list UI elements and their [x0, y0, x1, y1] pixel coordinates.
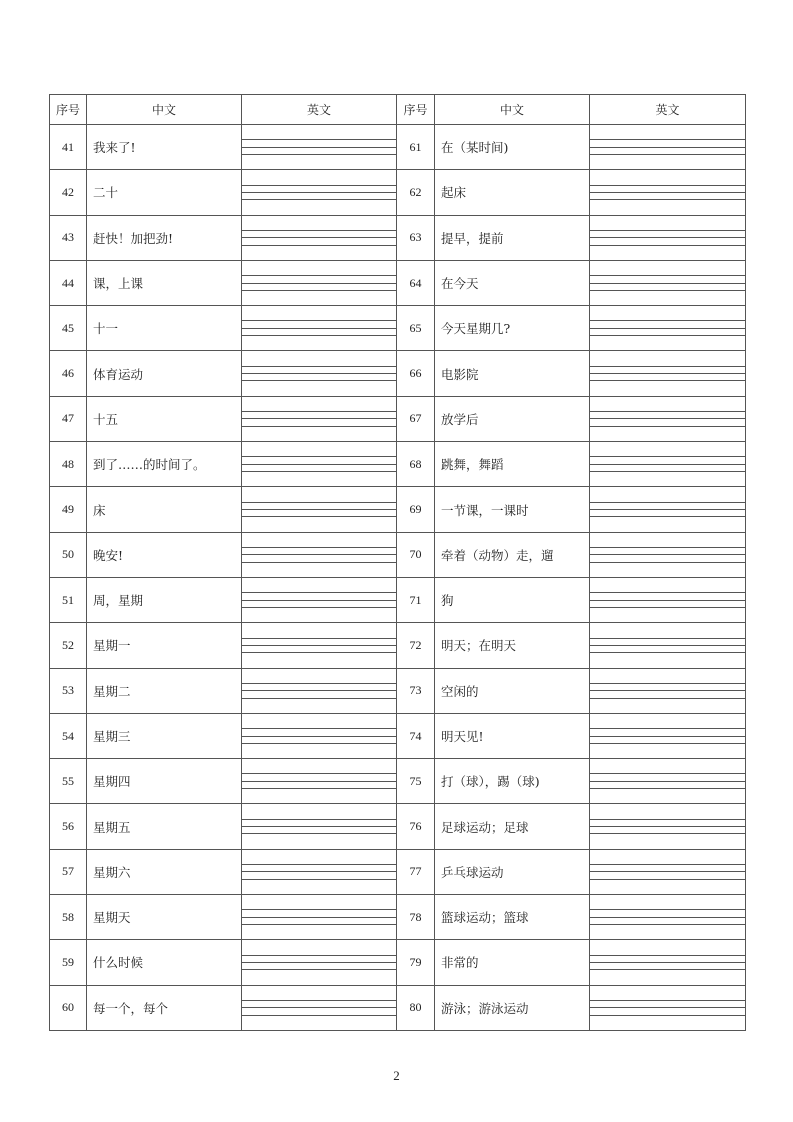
chinese-term: 二十 — [87, 170, 242, 215]
chinese-term: 今天星期几? — [435, 306, 590, 351]
table-row — [50, 577, 746, 622]
header-chinese: 中文 — [435, 95, 590, 125]
chinese-term: 赶快！加把劲! — [87, 215, 242, 260]
chinese-term: 在（某时间) — [435, 125, 590, 170]
item-number: 58 — [50, 895, 87, 940]
english-answer-lines[interactable] — [590, 442, 746, 487]
item-number: 41 — [50, 125, 87, 170]
item-number: 61 — [397, 125, 435, 170]
item-number: 72 — [397, 623, 435, 668]
item-number: 60 — [50, 985, 87, 1030]
english-answer-lines[interactable] — [590, 577, 746, 622]
chinese-term: 乒乓球运动 — [435, 849, 590, 894]
table-row — [50, 759, 746, 804]
english-answer-lines[interactable] — [242, 668, 397, 713]
chinese-term: 游泳；游泳运动 — [435, 985, 590, 1030]
chinese-term: 体育运动 — [87, 351, 242, 396]
item-number: 47 — [50, 396, 87, 441]
item-number: 56 — [50, 804, 87, 849]
chinese-term: 床 — [87, 487, 242, 532]
item-number: 57 — [50, 849, 87, 894]
english-answer-lines[interactable] — [590, 170, 746, 215]
table-row — [50, 260, 746, 305]
chinese-term: 星期六 — [87, 849, 242, 894]
table-row — [50, 125, 746, 170]
item-number: 53 — [50, 668, 87, 713]
chinese-term: 到了……的时间了。 — [87, 442, 242, 487]
english-answer-lines[interactable] — [242, 215, 397, 260]
header-english: 英文 — [590, 95, 746, 125]
item-number: 55 — [50, 759, 87, 804]
item-number: 46 — [50, 351, 87, 396]
english-answer-lines[interactable] — [242, 396, 397, 441]
chinese-term: 星期二 — [87, 668, 242, 713]
table-row — [50, 849, 746, 894]
english-answer-lines[interactable] — [242, 351, 397, 396]
item-number: 74 — [397, 713, 435, 758]
header-index: 序号 — [50, 95, 87, 125]
chinese-term: 足球运动；足球 — [435, 804, 590, 849]
chinese-term: 非常的 — [435, 940, 590, 985]
english-answer-lines[interactable] — [242, 170, 397, 215]
item-number: 43 — [50, 215, 87, 260]
table-row — [50, 170, 746, 215]
item-number: 76 — [397, 804, 435, 849]
chinese-term: 每一个，每个 — [87, 985, 242, 1030]
english-answer-lines[interactable] — [590, 125, 746, 170]
item-number: 79 — [397, 940, 435, 985]
english-answer-lines[interactable] — [242, 940, 397, 985]
item-number: 44 — [50, 260, 87, 305]
english-answer-lines[interactable] — [590, 623, 746, 668]
english-answer-lines[interactable] — [590, 396, 746, 441]
english-answer-lines[interactable] — [590, 351, 746, 396]
chinese-term: 星期一 — [87, 623, 242, 668]
english-answer-lines[interactable] — [242, 759, 397, 804]
chinese-term: 课，上课 — [87, 260, 242, 305]
english-answer-lines[interactable] — [590, 849, 746, 894]
english-answer-lines[interactable] — [242, 895, 397, 940]
english-answer-lines[interactable] — [590, 940, 746, 985]
item-number: 52 — [50, 623, 87, 668]
chinese-term: 放学后 — [435, 396, 590, 441]
item-number: 63 — [397, 215, 435, 260]
english-answer-lines[interactable] — [242, 532, 397, 577]
english-answer-lines[interactable] — [242, 577, 397, 622]
english-answer-lines[interactable] — [242, 713, 397, 758]
chinese-term: 跳舞，舞蹈 — [435, 442, 590, 487]
header-chinese: 中文 — [87, 95, 242, 125]
item-number: 42 — [50, 170, 87, 215]
item-number: 68 — [397, 442, 435, 487]
item-number: 65 — [397, 306, 435, 351]
english-answer-lines[interactable] — [590, 668, 746, 713]
english-answer-lines[interactable] — [590, 306, 746, 351]
header-english: 英文 — [242, 95, 397, 125]
table-row — [50, 306, 746, 351]
english-answer-lines[interactable] — [590, 215, 746, 260]
english-answer-lines[interactable] — [242, 623, 397, 668]
english-answer-lines[interactable] — [242, 125, 397, 170]
table-row — [50, 940, 746, 985]
english-answer-lines[interactable] — [590, 713, 746, 758]
table-row — [50, 713, 746, 758]
item-number: 80 — [397, 985, 435, 1030]
chinese-term: 打（球），踢（球) — [435, 759, 590, 804]
item-number: 75 — [397, 759, 435, 804]
chinese-term: 我来了! — [87, 125, 242, 170]
table-row — [50, 351, 746, 396]
item-number: 73 — [397, 668, 435, 713]
chinese-term: 狗 — [435, 577, 590, 622]
chinese-term: 晚安! — [87, 532, 242, 577]
item-number: 64 — [397, 260, 435, 305]
item-number: 77 — [397, 849, 435, 894]
chinese-term: 十五 — [87, 396, 242, 441]
chinese-term: 起床 — [435, 170, 590, 215]
table-header-row — [50, 95, 746, 125]
table-row — [50, 985, 746, 1030]
chinese-term: 篮球运动；篮球 — [435, 895, 590, 940]
english-answer-lines[interactable] — [242, 487, 397, 532]
item-number: 67 — [397, 396, 435, 441]
table-row — [50, 396, 746, 441]
chinese-term: 十一 — [87, 306, 242, 351]
chinese-term: 星期天 — [87, 895, 242, 940]
header-index: 序号 — [397, 95, 435, 125]
table-row — [50, 442, 746, 487]
table-row — [50, 895, 746, 940]
table-row — [50, 532, 746, 577]
item-number: 48 — [50, 442, 87, 487]
table-row — [50, 623, 746, 668]
item-number: 70 — [397, 532, 435, 577]
english-answer-lines[interactable] — [590, 532, 746, 577]
english-answer-lines[interactable] — [242, 804, 397, 849]
english-answer-lines[interactable] — [242, 985, 397, 1030]
item-number: 66 — [397, 351, 435, 396]
page-number: 2 — [393, 1068, 400, 1083]
english-answer-lines[interactable] — [590, 804, 746, 849]
item-number: 50 — [50, 532, 87, 577]
english-answer-lines[interactable] — [242, 306, 397, 351]
chinese-term: 明天见! — [435, 713, 590, 758]
chinese-term: 空闲的 — [435, 668, 590, 713]
english-answer-lines[interactable] — [590, 759, 746, 804]
english-answer-lines[interactable] — [590, 985, 746, 1030]
table-body — [50, 125, 746, 1031]
vocabulary-table — [49, 94, 746, 1031]
table-row — [50, 804, 746, 849]
item-number: 45 — [50, 306, 87, 351]
english-answer-lines[interactable] — [242, 849, 397, 894]
table-row — [50, 668, 746, 713]
item-number: 54 — [50, 713, 87, 758]
chinese-term: 星期四 — [87, 759, 242, 804]
chinese-term: 一节课，一课时 — [435, 487, 590, 532]
chinese-term: 牵着（动物）走，遛 — [435, 532, 590, 577]
item-number: 78 — [397, 895, 435, 940]
table-row — [50, 215, 746, 260]
item-number: 49 — [50, 487, 87, 532]
item-number: 59 — [50, 940, 87, 985]
english-answer-lines[interactable] — [242, 260, 397, 305]
chinese-term: 什么时候 — [87, 940, 242, 985]
chinese-term: 提早，提前 — [435, 215, 590, 260]
english-answer-lines[interactable] — [590, 260, 746, 305]
english-answer-lines[interactable] — [590, 487, 746, 532]
table-row — [50, 487, 746, 532]
item-number: 62 — [397, 170, 435, 215]
chinese-term: 明天；在明天 — [435, 623, 590, 668]
item-number: 71 — [397, 577, 435, 622]
english-answer-lines[interactable] — [590, 895, 746, 940]
chinese-term: 星期三 — [87, 713, 242, 758]
chinese-term: 在今天 — [435, 260, 590, 305]
chinese-term: 电影院 — [435, 351, 590, 396]
item-number: 51 — [50, 577, 87, 622]
item-number: 69 — [397, 487, 435, 532]
english-answer-lines[interactable] — [242, 442, 397, 487]
chinese-term: 星期五 — [87, 804, 242, 849]
chinese-term: 周，星期 — [87, 577, 242, 622]
